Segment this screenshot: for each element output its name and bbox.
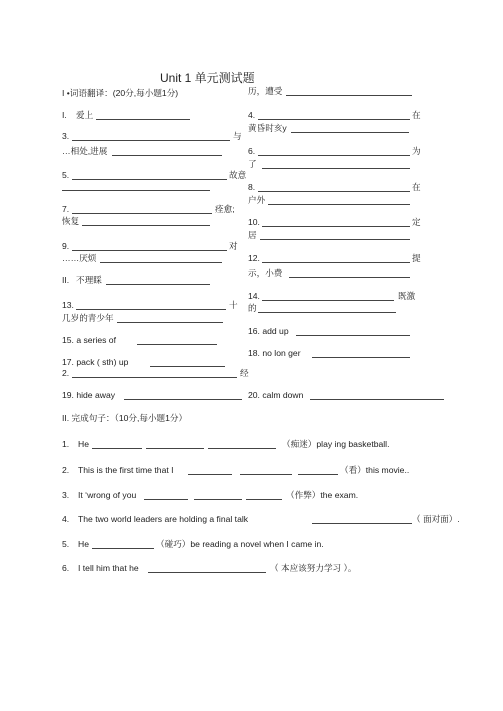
item-label: 7. <box>62 204 70 214</box>
answer-blank[interactable] <box>150 366 225 367</box>
item-text: 历，遭受 <box>248 86 283 96</box>
item-text: …相处,进展 <box>62 146 108 156</box>
item-label: 10. <box>248 217 260 227</box>
item-label: 2. <box>62 368 70 378</box>
answer-blank[interactable] <box>262 226 410 227</box>
answer-blank[interactable] <box>82 225 210 226</box>
item-text: 在 <box>412 110 421 120</box>
item-text: 16. add up <box>248 326 289 336</box>
answer-blank[interactable] <box>100 262 222 263</box>
item-text: 18. no lon ger <box>248 348 301 358</box>
item-label: II. <box>62 275 70 285</box>
answer-blank[interactable] <box>62 190 210 191</box>
item-text: 故意 <box>229 170 247 180</box>
answer-blank[interactable] <box>72 213 212 214</box>
answer-blank[interactable] <box>296 335 410 336</box>
item-label: 6. <box>248 146 256 156</box>
answer-blank[interactable] <box>144 499 188 500</box>
sentence-number: 2. <box>62 465 70 475</box>
answer-blank[interactable] <box>72 179 227 180</box>
answer-blank[interactable] <box>268 204 410 205</box>
sentence-text: He <box>78 539 89 549</box>
item-text: 了 <box>248 159 257 169</box>
sentence-text: He <box>78 439 89 449</box>
item-text: 恢复 <box>62 216 80 226</box>
answer-blank[interactable] <box>92 448 142 449</box>
item-label: 4. <box>248 110 256 120</box>
item-text: 痊愈; <box>215 204 235 214</box>
item-label: 8. <box>248 182 256 192</box>
answer-blank[interactable] <box>112 155 222 156</box>
item-text: 在 <box>412 182 421 192</box>
sentence-hint: （碰巧）be reading a novel when I came in. <box>156 539 324 549</box>
answer-blank[interactable] <box>258 155 410 156</box>
answer-blank[interactable] <box>312 357 410 358</box>
item-text: 19. hide away <box>62 390 116 400</box>
item-text: 黄昏时亥y <box>248 123 287 133</box>
item-text: 对 <box>229 241 238 251</box>
item-label: 12. <box>248 253 260 263</box>
answer-blank[interactable] <box>258 191 410 192</box>
item-text: 提 <box>412 253 421 263</box>
sentence-text: This is the first time that I <box>78 465 174 475</box>
sentence-hint: （痴迷）play ing basketball. <box>282 439 390 449</box>
item-text: 既激 <box>398 291 416 301</box>
item-label: 13. <box>62 300 74 310</box>
answer-blank[interactable] <box>310 399 444 400</box>
answer-blank[interactable] <box>262 168 410 169</box>
item-label: 9. <box>62 241 70 251</box>
sentence-hint: （ 本应该努力学习 ）。 <box>270 563 357 573</box>
sentence-number: 3. <box>62 490 70 500</box>
item-text: 户外 <box>248 195 266 205</box>
item-text: 经 <box>240 368 249 378</box>
answer-blank[interactable] <box>240 474 292 475</box>
answer-blank[interactable] <box>96 119 190 120</box>
answer-blank[interactable] <box>208 448 276 449</box>
item-text: 示，小费 <box>248 268 283 278</box>
answer-blank[interactable] <box>258 119 410 120</box>
answer-blank[interactable] <box>137 344 217 345</box>
item-text: 17. pack ( sth) up <box>62 357 129 367</box>
answer-blank[interactable] <box>92 548 154 549</box>
answer-blank[interactable] <box>194 499 242 500</box>
answer-blank[interactable] <box>312 523 412 524</box>
sentence-number: 6. <box>62 563 70 573</box>
item-text: ……厌烦 <box>62 253 97 263</box>
item-text: 为 <box>412 146 421 156</box>
item-text: 十 <box>229 300 238 310</box>
answer-blank[interactable] <box>72 377 237 378</box>
item-label: 3. <box>62 131 70 141</box>
answer-blank[interactable] <box>262 262 410 263</box>
sentence-number: 5. <box>62 539 70 549</box>
answer-blank[interactable] <box>289 277 410 278</box>
sentence-hint: （作弊）the exam. <box>286 490 359 500</box>
answer-blank[interactable] <box>258 312 396 313</box>
item-label: 5. <box>62 170 70 180</box>
sentence-hint: （看）this movie.. <box>340 465 410 475</box>
item-text: 20. calm down <box>248 390 304 400</box>
item-text: 与 <box>233 131 242 141</box>
sentence-text: I tell him that he <box>78 563 139 573</box>
item-text: 几岁的青少年 <box>62 313 114 323</box>
answer-blank[interactable] <box>148 572 266 573</box>
section-2-heading: II. 完成句子：（10分,每小题1分） <box>62 413 188 423</box>
answer-blank[interactable] <box>298 474 338 475</box>
answer-blank[interactable] <box>117 322 223 323</box>
answer-blank[interactable] <box>124 399 242 400</box>
answer-blank[interactable] <box>146 448 204 449</box>
answer-blank[interactable] <box>286 95 412 96</box>
answer-blank[interactable] <box>260 239 410 240</box>
answer-blank[interactable] <box>262 300 394 301</box>
sentence-text: It ‘wrong of you <box>78 490 137 500</box>
sentence-number: 1. <box>62 439 70 449</box>
sentence-text: The two world leaders are holding a final talk <box>78 514 249 524</box>
section-1-heading: I •词语翻译：(20分,每小题1分) <box>62 88 179 98</box>
item-text: 的 <box>248 303 257 313</box>
page-title: Unit 1 单元测试题 <box>160 71 255 85</box>
item-text: 居 <box>248 230 257 240</box>
sentence-hint: （ 面对面）. <box>412 514 460 524</box>
sentence-number: 4. <box>62 514 70 524</box>
answer-blank[interactable] <box>246 499 282 500</box>
answer-blank[interactable] <box>188 474 232 475</box>
item-text: 定 <box>412 217 421 227</box>
item-text: 不理睬 <box>76 275 102 285</box>
answer-blank[interactable] <box>106 284 210 285</box>
answer-blank[interactable] <box>76 309 226 310</box>
item-label: 14. <box>248 291 260 301</box>
item-text: 爱上 <box>76 110 94 120</box>
answer-blank[interactable] <box>72 250 227 251</box>
item-text: 15. a series of <box>62 335 116 345</box>
item-label: I. <box>62 110 67 120</box>
answer-blank[interactable] <box>72 140 230 141</box>
answer-blank[interactable] <box>291 132 409 133</box>
